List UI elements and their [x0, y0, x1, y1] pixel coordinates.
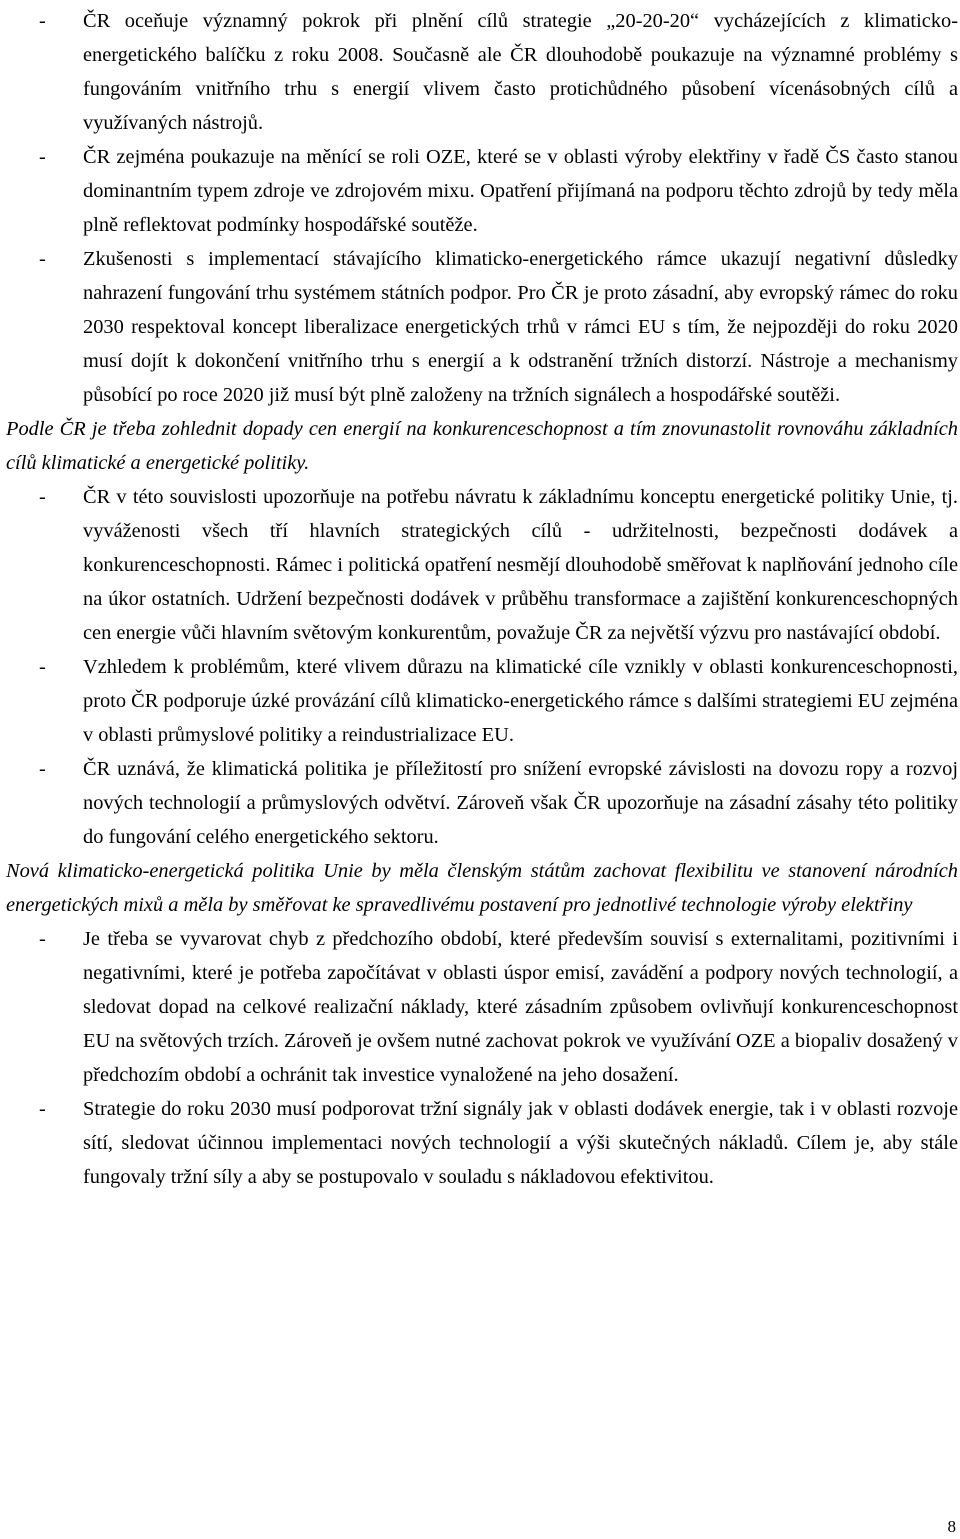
bullet-text: Strategie do roku 2030 musí podporovat tržní signály jak v oblasti dodávek energie, tak i v oblasti rozvoje sítí, sledovat účinnou implementaci nových technologií a výši skutečných nákladů. Cílem je, aby stále fungovaly tržní síly a aby se postupovalo v souladu s nákladovou efektivitou.	[83, 1098, 958, 1188]
bullet-list-2	[6, 480, 958, 854]
bullet-item	[6, 1092, 958, 1194]
bullet-text: ČR uznává, že klimatická politika je příležitostí pro snížení evropské závislosti na dovozu ropy a rozvoj nových technologií a průmyslových odvětví. Zároveň však ČR upozorňuje na zásadní zásahy této politiky do fungování celého energetického sektoru.	[83, 758, 958, 848]
bullet-dash: -	[39, 758, 46, 780]
bullet-item	[6, 752, 958, 854]
bullet-item	[6, 480, 958, 650]
bullet-text: Je třeba se vyvarovat chyb z předchozího období, které především souvisí s externalitami, pozitivními i negativními, které je potřeba započítávat v oblasti úspor emisí, zavádění a podpory nových technologií, a sledovat dopad na celkové realizační náklady, které zásadním způsobem ovlivňují konkurenceschopnost EU na světových trzích. Zároveň je ovšem nutné zachovat pokrok ve využívání OZE a biopaliv dosažený v předchozím období a ochránit tak investice vynaložené na jeho dosažení.	[83, 928, 958, 1086]
bullet-dash: -	[39, 928, 46, 950]
bullet-dash: -	[39, 10, 46, 32]
bullet-item	[6, 4, 958, 140]
bullet-item	[6, 922, 958, 1092]
bullet-list-3	[6, 922, 958, 1194]
bullet-item	[6, 140, 958, 242]
bullet-list-1	[6, 4, 958, 412]
bullet-text: ČR oceňuje významný pokrok při plnění cílů strategie „20-20-20“ vycházejících z klimaticko-energetického balíčku z roku 2008. Současně ale ČR dlouhodobě poukazuje na významné problémy s fungováním vnitřního trhu s energií vlivem často protichůdného působení vícenásobných cílů a využívaných nástrojů.	[83, 10, 958, 134]
bullet-item	[6, 650, 958, 752]
bullet-text: ČR zejména poukazuje na měnící se roli OZE, které se v oblasti výroby elektřiny v řadě ČS často stanou dominantním typem zdroje ve zdrojovém mixu. Opatření přijímaná na podporu těchto zdrojů by tedy měla plně reflektovat podmínky hospodářské soutěže.	[83, 146, 958, 236]
bullet-text: Vzhledem k problémům, které vlivem důrazu na klimatické cíle vznikly v oblasti konkurenceschopnosti, proto ČR podporuje úzké provázání cílů klimaticko-energetického rámce s dalšími strategiemi EU zejména v oblasti průmyslové politiky a reindustrializace EU.	[83, 656, 958, 746]
bullet-text: Zkušenosti s implementací stávajícího klimaticko-energetického rámce ukazují negativní důsledky nahrazení fungování trhu systémem státních podpor. Pro ČR je proto zásadní, aby evropský rámec do roku 2030 respektoval koncept liberalizace energetických trhů v rámci EU s tím, že nejpozději do roku 2020 musí dojít k dokončení vnitřního trhu s energií a k odstranění tržních distorzí. Nástroje a mechanismy působící po roce 2020 již musí být plně založeny na tržních signálech a hospodářské soutěži.	[83, 248, 958, 406]
section-heading: Nová klimaticko-energetická politika Unie by měla členským státům zachovat flexibilitu ve stanovení národních energetických mixů a měla by směřovat ke spravedlivému postavení pro jednotlivé technologie výroby elektřiny	[6, 860, 958, 916]
bullet-item	[6, 242, 958, 412]
bullet-dash: -	[39, 248, 46, 270]
page-content	[6, 4, 958, 1194]
bullet-text: ČR v této souvislosti upozorňuje na potřebu návratu k základnímu konceptu energetické politiky Unie, tj. vyváženosti všech tří hlavních strategických cílů - udržitelnosti, bezpečnosti dodávek a konkurenceschopnosti. Rámec i politická opatření nesmějí dlouhodobě směřovat k naplňování jednoho cíle na úkor ostatních. Udržení bezpečnosti dodávek v průběhu transformace a zajištění konkurenceschopných cen energie vůči hlavním světovým konkurentům, považuje ČR za největší výzvu pro nastávající období.	[83, 486, 958, 644]
bullet-dash: -	[39, 1098, 46, 1120]
bullet-dash: -	[39, 146, 46, 168]
page-number: 8	[947, 1517, 956, 1536]
bullet-dash: -	[39, 656, 46, 678]
section-heading: Podle ČR je třeba zohlednit dopady cen energií na konkurenceschopnost a tím znovunastolit rovnováhu základních cílů klimatické a energetické politiky.	[6, 418, 958, 474]
bullet-dash: -	[39, 486, 46, 508]
